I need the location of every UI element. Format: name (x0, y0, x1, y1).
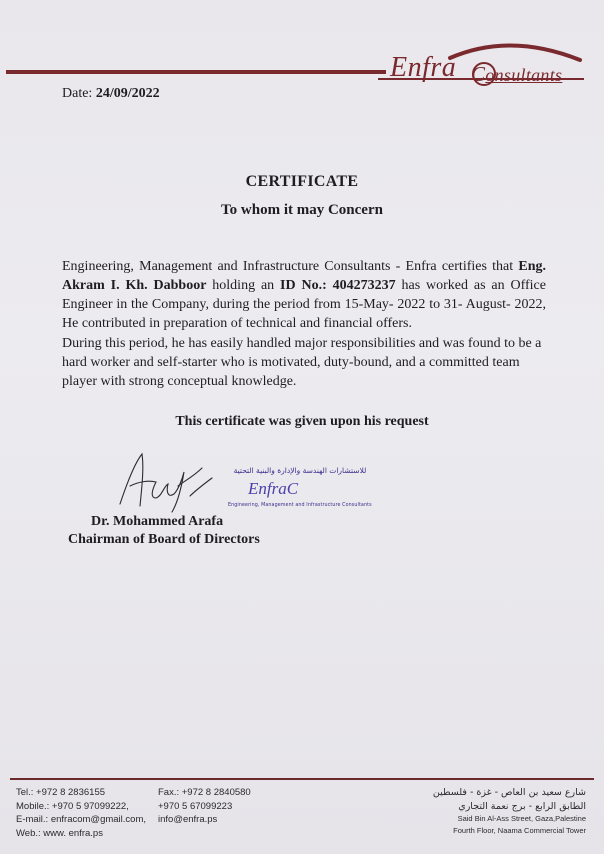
p1-holding: holding an (206, 278, 281, 293)
footer-contact (0, 783, 604, 854)
logo-c-letter: C (471, 62, 486, 86)
footer-address-en-1: Said Bin Al-Ass Street, Gaza,Palestine (457, 814, 586, 823)
footer-address (406, 786, 586, 837)
stamp-english-text: Engineering, Management and Infrastructure Consultants (228, 503, 372, 508)
stamp-arabic-text: للاستشارات الهندسة والإدارة والبنية التحتية (233, 466, 367, 475)
p1-rest: has worked as an Office Engineer in the Company, during the period from 15-May- 2022 to 31- August- 2022, He contributed in preparation of technical and financial offers. (62, 278, 546, 331)
footer-address-ar-2: الطابق الرابع - برج نعمة التجاري (458, 800, 586, 812)
footer-address-en-2: Fourth Floor, Naama Commercial Tower (453, 826, 586, 835)
employee-name: Eng. Akram I. Kh. Dabboor (62, 259, 547, 293)
signer-title: Chairman of Board of Directors (68, 532, 260, 547)
employee-id: ID No.: 404273237 (280, 278, 396, 293)
footer-contact-left (16, 786, 146, 840)
date-label: Date: (62, 86, 93, 101)
footer-contact-middle (158, 786, 251, 827)
certificate-subtitle: To whom it may Concern (221, 202, 383, 218)
signer-name: Dr. Mohammed Arafa (91, 514, 224, 529)
handwritten-signature (112, 446, 222, 516)
footer-email-2: info@enfra.ps (158, 814, 218, 825)
footer-tel: Tel.: +972 8 2836155 (16, 787, 106, 798)
footer-web: Web.: www. enfra.ps (16, 827, 103, 839)
stamp-logo: EnfraC (248, 479, 299, 498)
request-note: This certificate was given upon his request (175, 414, 429, 429)
logo-text-enfra: Enfra (390, 52, 457, 83)
footer-rule (10, 778, 594, 780)
footer-address-ar-1: شارع سعيد بن العاص - غزة - فلسطين (432, 787, 586, 798)
header-rule (6, 70, 386, 74)
company-stamp (228, 462, 376, 522)
paragraph-performance: During this period, he has easily handled major responsibilities and was found to be a hard worker and self-starter who is motivated, duty-bound, and a committed team player with strong conceptual knowledge. (62, 336, 542, 389)
footer-mobile: Mobile.: +970 5 97099222, (16, 800, 129, 812)
p1-intro: Engineering, Management and Infrastructure Consultants - Enfra certifies that (62, 259, 514, 274)
logo-text-onsultants: onsultants (485, 65, 563, 85)
logo-text-consultants (471, 62, 562, 87)
footer-email: E-mail.: enfracom@gmail.com, (16, 814, 147, 825)
certificate-title: CERTIFICATE (245, 173, 359, 190)
enfra-logo (380, 30, 590, 90)
date-line (62, 86, 160, 102)
footer-mobile-2: +970 5 67099223 (158, 800, 233, 812)
paragraph-employment (62, 257, 546, 333)
date-value: 24/09/2022 (95, 86, 160, 101)
footer-fax: Fax.: +972 8 2840580 (158, 787, 251, 798)
